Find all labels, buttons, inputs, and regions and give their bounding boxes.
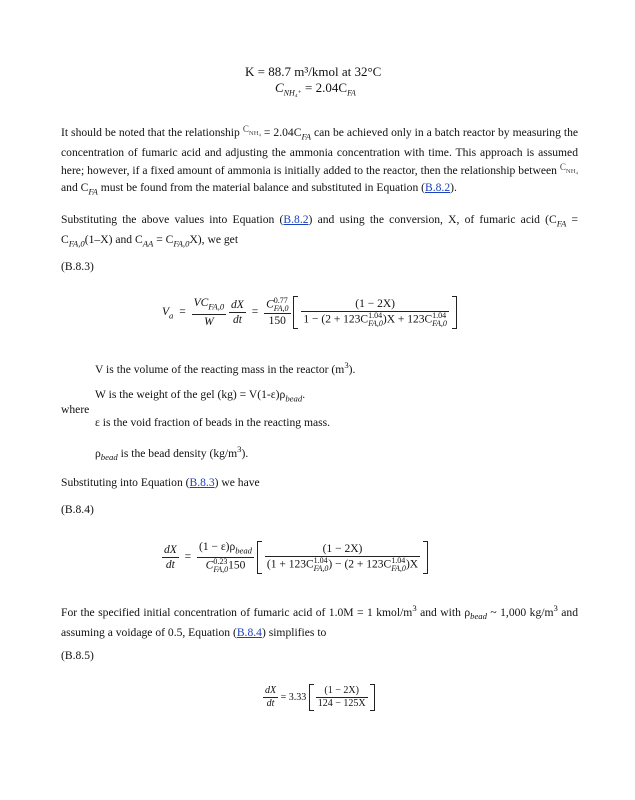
paragraph-substituting-b83: Substituting into Equation (B.8.3) we have — [61, 476, 260, 489]
k-line: K = 88.7 m³/kmol at 32°C — [245, 64, 382, 79]
definition-void-fraction: ε is the void fraction of beads in the reacting mass. — [95, 416, 331, 429]
definition-volume: V is the volume of the reacting mass in the reactor $(m^3)$. — [95, 360, 356, 376]
top-equation — [245, 64, 381, 102]
paragraph-specified-concentration: For the specified initial concentration of fumaric acid of 1.0M = 1 kmol/$m^3$ and with $\rho_{bead}$ ~ 1,000 $kg/m^3$ and assuming a voidage of 0.5, Equation (B.8.4) simplifies to — [61, 603, 579, 639]
paragraph-substituting: Substituting the above values into Equation (B.8.2) and using the conversion, X, of fumaric acid ($C_{FA} = C_{FA,0}(1-X)$ and $C_{AA} = C_{FA,0}X$), we get — [61, 213, 578, 249]
where-label: where — [61, 403, 90, 416]
equation-label-b84: (B.8.4) — [61, 503, 94, 516]
equation-link-b82[interactable]: B.8.2 — [425, 180, 451, 194]
equation-link-b83[interactable]: B.8.3 — [189, 476, 215, 489]
b83-bracket: (1 − 2X) 1 − (2 + 123C1.04 FA,0)X + 123C1.04 FA,0 — [293, 296, 457, 329]
paragraph-relationship: It should be noted that the relationship $^{C_{NH_4}} = 2.04C_{FA}$ can be achieved only in a batch reactor by measuring the concentration of fumaric acid and adjusting the ammonia concentration with time. This approach is assumed here; however, if a fixed amount of ammonia is initially added to the reactor, then the relationship between $^{C_{NH_4}}$ and $C_{FA}$ must be found from the material balance and substituted in Equation (B.8.2). — [61, 124, 579, 196]
equation-link-b82-second[interactable]: B.8.2 — [283, 213, 309, 226]
equation-b85: $\frac{dX}{dt}$ = 3.33 $\frac{(1 - 2X)}{124 - 125X}$ — [263, 684, 375, 711]
equation-link-b84[interactable]: B.8.4 — [236, 625, 262, 639]
b84-bracket: (1 − 2X) (1 + 123C1.04 FA,0) − (2 + 123C1.04 FA,0)X — [257, 541, 428, 574]
c-line: $C_{NH_4^+} = 2.04C_{FA}$ — [275, 80, 356, 98]
equation-b84: $\frac{dX}{dt}$ = $(1 - \varepsilon)\rho_{bead}$ C0.23 FA,0150 (1 − 2X) (1 + 123C1.04 FA,0) − (2 + 123C1.04 FA,0)X — [162, 540, 428, 574]
equation-label-b83: (B.8.3) — [61, 260, 94, 273]
b85-bracket: $\frac{(1 - 2X)}{124 - 125X}$ — [309, 684, 375, 711]
definition-bead-density: $\rho_{bead}$ is the bead density $(kg/m^3)$. — [95, 444, 249, 463]
equation-label-b85: (B.8.5) — [61, 649, 94, 662]
definition-weight: W is the weight of the gel $(kg) = V(1-\varepsilon)\rho_{bead}$. — [95, 388, 306, 404]
equation-b83: $V_a$ = $\frac{VC_{FA,0}}{W}$ $\frac{dX}{dt}$ = C0.77 FA,0 150 (1 − 2X) 1 − (2 + 123C1.04 FA,0)X + 123C1.04 FA,0 — [162, 296, 457, 329]
